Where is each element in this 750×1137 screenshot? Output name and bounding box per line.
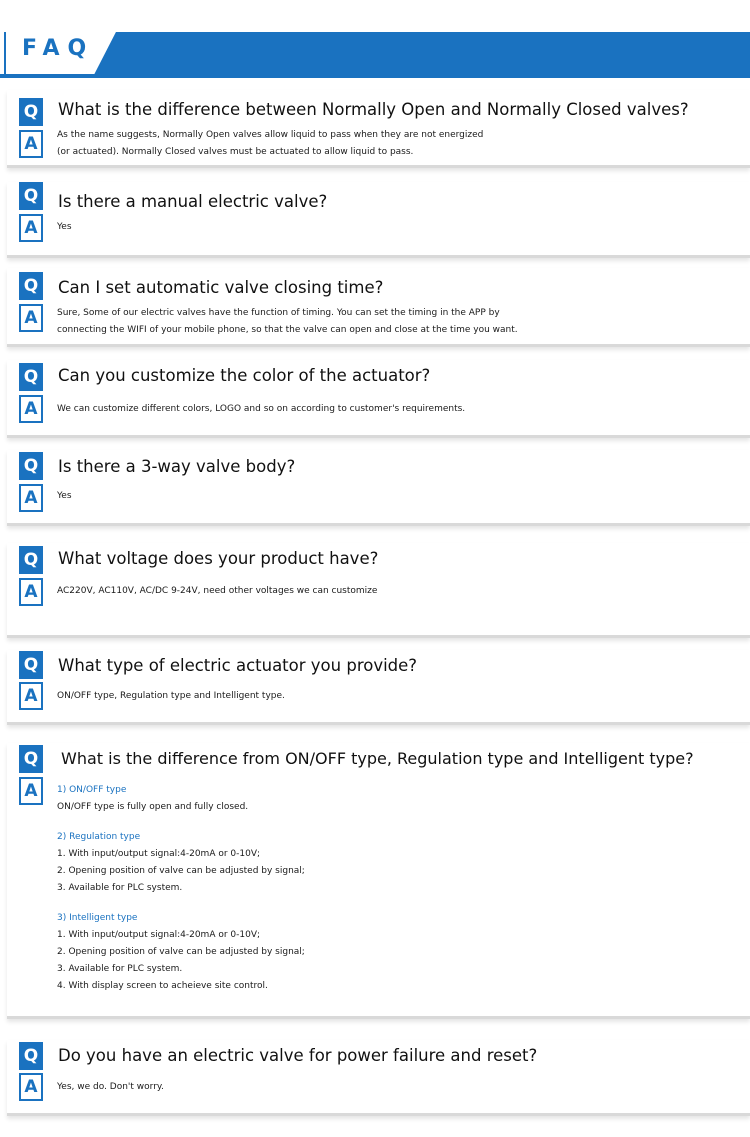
answer-badge: A [19, 1073, 43, 1101]
answer-text [57, 488, 744, 505]
answer-badge: A [19, 395, 43, 423]
answer-line: (or actuated). Normally Closed valves must be actuated to allow liquid to pass. [57, 147, 414, 157]
answer-line: AC220V, AC110V, AC/DC 9-24V, need other voltages we can customize [57, 586, 378, 596]
faq-item [7, 268, 750, 347]
answer-line: Sure, Some of our electric valves have the function of timing. You can set the timing in the APP by [57, 308, 500, 318]
answer-line: We can customize different colors, LOGO and so on according to customer's requirements. [57, 404, 466, 414]
faq-item [7, 650, 750, 725]
answer-line: As the name suggests, Normally Open valves allow liquid to pass when they are not energized [57, 130, 484, 140]
faq-item [7, 743, 750, 1019]
answer-text [57, 688, 744, 705]
answer-badge: A [19, 578, 43, 606]
answer-subheading: 1) ON/OFF type [57, 785, 127, 795]
answer-line: 3. Available for PLC system. [57, 883, 183, 893]
answer-subheading: 2) Regulation type [57, 832, 141, 842]
question-badge: Q [19, 272, 43, 300]
faq-item [7, 450, 750, 526]
page-title: FAQ [22, 36, 95, 61]
question-badge: Q [19, 745, 43, 773]
question-badge: Q [19, 363, 43, 391]
answer-line: 1. With input/output signal:4-20mA or 0-10V; [57, 849, 261, 859]
answer-text [57, 583, 744, 600]
answer-badge: A [19, 214, 43, 242]
answer-badge: A [19, 682, 43, 710]
question-badge: Q [19, 452, 43, 480]
faq-item [7, 90, 750, 168]
question-badge: Q [19, 651, 43, 679]
answer-line: Yes [57, 491, 72, 501]
faq-item [7, 182, 750, 258]
question-text: Can you customize the color of the actuator? [58, 366, 431, 385]
question-badge: Q [19, 1042, 43, 1070]
answer-badge: A [19, 777, 43, 805]
answer-line: ON/OFF type, Regulation type and Intelligent type. [57, 691, 285, 701]
answer-line: Yes [57, 222, 72, 232]
answer-line: 3. Available for PLC system. [57, 964, 183, 974]
question-text: Can I set automatic valve closing time? [58, 278, 384, 297]
answer-line: Yes, we do. Don't worry. [57, 1082, 164, 1092]
answer-line: 4. With display screen to acheieve site control. [57, 981, 268, 991]
question-badge: Q [19, 182, 43, 210]
question-text: What is the difference between Normally Open and Normally Closed valves? [58, 100, 689, 119]
answer-subheading: 3) Intelligent type [57, 913, 138, 923]
faq-item [7, 360, 750, 438]
answer-badge: A [19, 304, 43, 332]
question-text: What voltage does your product have? [58, 549, 379, 568]
question-text: What is the difference from ON/OFF type, Regulation type and Intelligent type? [61, 749, 694, 768]
answer-text [57, 219, 744, 236]
answer-text [57, 305, 744, 339]
answer-text [57, 782, 744, 995]
question-text: Is there a manual electric valve? [58, 192, 328, 211]
faq-item [7, 543, 750, 638]
answer-text [57, 401, 744, 418]
faq-header [0, 0, 750, 80]
question-badge: Q [19, 546, 43, 574]
answer-line: connecting the WIFI of your mobile phone, so that the valve can open and close at the time you want. [57, 325, 518, 335]
answer-badge: A [19, 484, 43, 512]
answer-text [57, 1079, 744, 1096]
answer-line: 1. With input/output signal:4-20mA or 0-10V; [57, 930, 261, 940]
answer-line: 2. Opening position of valve can be adjusted by signal; [57, 947, 305, 957]
question-text: Do you have an electric valve for power failure and reset? [58, 1046, 538, 1065]
answer-line: 2. Opening position of valve can be adjusted by signal; [57, 866, 305, 876]
answer-line: ON/OFF type is fully open and fully closed. [57, 802, 249, 812]
question-text: What type of electric actuator you provide? [58, 656, 418, 675]
answer-text [57, 127, 744, 161]
question-badge: Q [19, 98, 43, 126]
question-text: Is there a 3-way valve body? [58, 457, 296, 476]
header-bar [0, 32, 750, 78]
faq-item [7, 1040, 750, 1116]
answer-badge: A [19, 130, 43, 158]
